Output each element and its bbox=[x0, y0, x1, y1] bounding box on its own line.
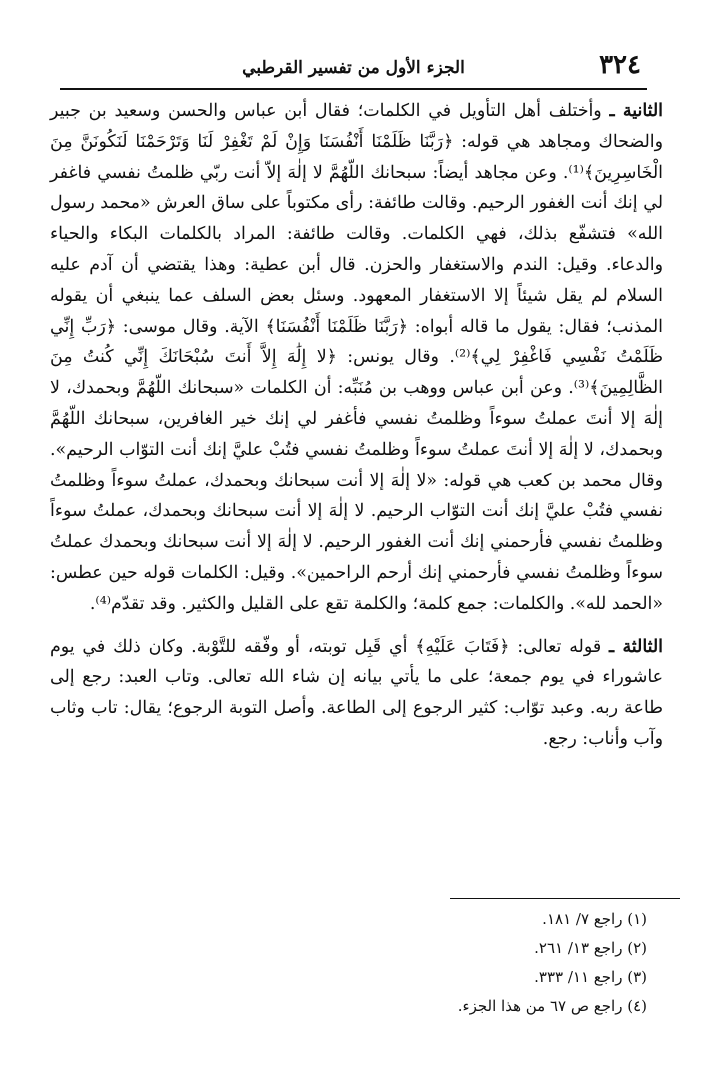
footnotes bbox=[243, 905, 663, 1021]
main-text bbox=[50, 96, 663, 755]
footnote-divider bbox=[450, 898, 680, 899]
page-header bbox=[60, 48, 647, 90]
running-title: الجزء الأول من تفسير القرطبي bbox=[242, 58, 465, 78]
footnote-item: (٤) راجع ص ٦٧ من هذا الجزء. bbox=[457, 997, 647, 1015]
paragraph-text: قوله تعالى: ﴿فَتَابَ عَلَيْهِ﴾ أي قَبِل توبته، أو وفّقه للتَّوْبة. وكان ذلك في يوم عاشوراء في يوم جمعة؛ على ما يأتي بيانه إن شاء الله تعالى. وتاب العبد: رجع إلى طاعة ربه. وعبد توّاب: كثير الرجوع إلى الطاعة. وأصل التوبة الرجوع؛ يقال: تاب وثاب وآب وأناب: رجع. bbox=[50, 636, 663, 749]
paragraph-heading: الثالثة ـ bbox=[609, 636, 664, 657]
paragraph-text: وأختلف أهل التأويل في الكلمات؛ فقال أبن عباس والحسن وسعيد بن جبير والضحاك ومجاهد هي قوله: ﴿رَبَّنَا ظَلَمْنَا أَنْفُسَنَا وَإِنْ لَمْ تَغْفِرْ لَنَا وَتَرْحَمْنَا لَنَكُونَنَّ مِنَ الْخَاسِرِينَ﴾⁽¹⁾. وعن مجاهد أيضاً: سبحانك اللّهُمَّ لا إلٰهَ إلاّ أنت ربّي ظلمتُ نفسي فاغفر لي إنك أنت الغفور الرحيم. وقالت طائفة: رأى مكتوباً على ساق العرش «محمد رسول الله» فتشفّع بذلك، فهي الكلمات. وقالت طائفة: المراد بالكلمات البكاء والحياء والدعاء. وقيل: الندم والاستغفار والحزن. قال أبن عطية: وهذا يقتضي أن آدم عليه السلام لم يقل شيئاً إلا الاستغفار المعهود. وسئل بعض السلف عما ينبغي أن يقوله المذنب؛ فقال: يقول ما قاله أبواه: ﴿رَبَّنَا ظَلَمْنَا أَنْفُسَنَا﴾ الآية. وقال موسى: ﴿رَبِّ إِنِّي ظَلَمْتُ نَفْسِي فَاغْفِرْ لِي﴾⁽²⁾. وقال يونس: ﴿لا إِلَٰهَ إِلاَّ أَنتَ سُبْحَانَكَ إِنِّي كُنتُ مِنَ الظَّالِمِينَ﴾⁽³⁾. وعن أبن عباس ووهب بن مُنَبِّه: أن الكلمات «سبحانك اللّهُمَّ وبحمدك، لا إلٰهَ إلا أنتَ عملتُ سوءاً وظلمتُ نفسي فأغفر لي إنك خير الغافرين، سبحانك اللّهُمَّ وبحمدك، لا إلٰهَ إلا أنتَ عملتُ سوءاً وظلمتُ نفسي فتُبْ عليَّ إنك أنت التوّاب الرحيم». وقال محمد بن كعب هي قوله: «لا إلٰهَ إلا أنت سبحانك وبحمدك، عملتُ سوءاً وظلمتُ نفسي فتُبْ عليَّ إنك أنت التوّاب الرحيم. لا إلٰهَ إلا أنت سبحانك وبحمدك، عملتُ سوءاً وظلمتُ نفسي فأرحمني إنك أنت الغفور الرحيم. لا إلٰهَ إلا أنت سبحانك وبحمدك عملتُ سوءاً وظلمتُ نفسي فأرحمني إنك أرحم الراحمين». وقيل: الكلمات قوله حين عطس: «الحمد لله». والكلمات: جمع كلمة؛ والكلمة تقع على القليل والكثير. وقد تقدّم⁽⁴⁾. bbox=[50, 101, 663, 614]
paragraph-heading: الثانية ـ bbox=[609, 101, 663, 121]
page-number: ٣٢٤ bbox=[599, 50, 641, 80]
footnote-item: (١) راجع ٧/ ١٨١. bbox=[542, 910, 647, 928]
footnote-item: (٣) راجع ١١/ ٣٣٣. bbox=[534, 968, 647, 986]
paragraph-second-issue bbox=[50, 96, 663, 620]
paragraph-third-issue bbox=[50, 632, 663, 755]
footnote-item: (٢) راجع ١٣/ ٢٦١. bbox=[534, 939, 647, 957]
